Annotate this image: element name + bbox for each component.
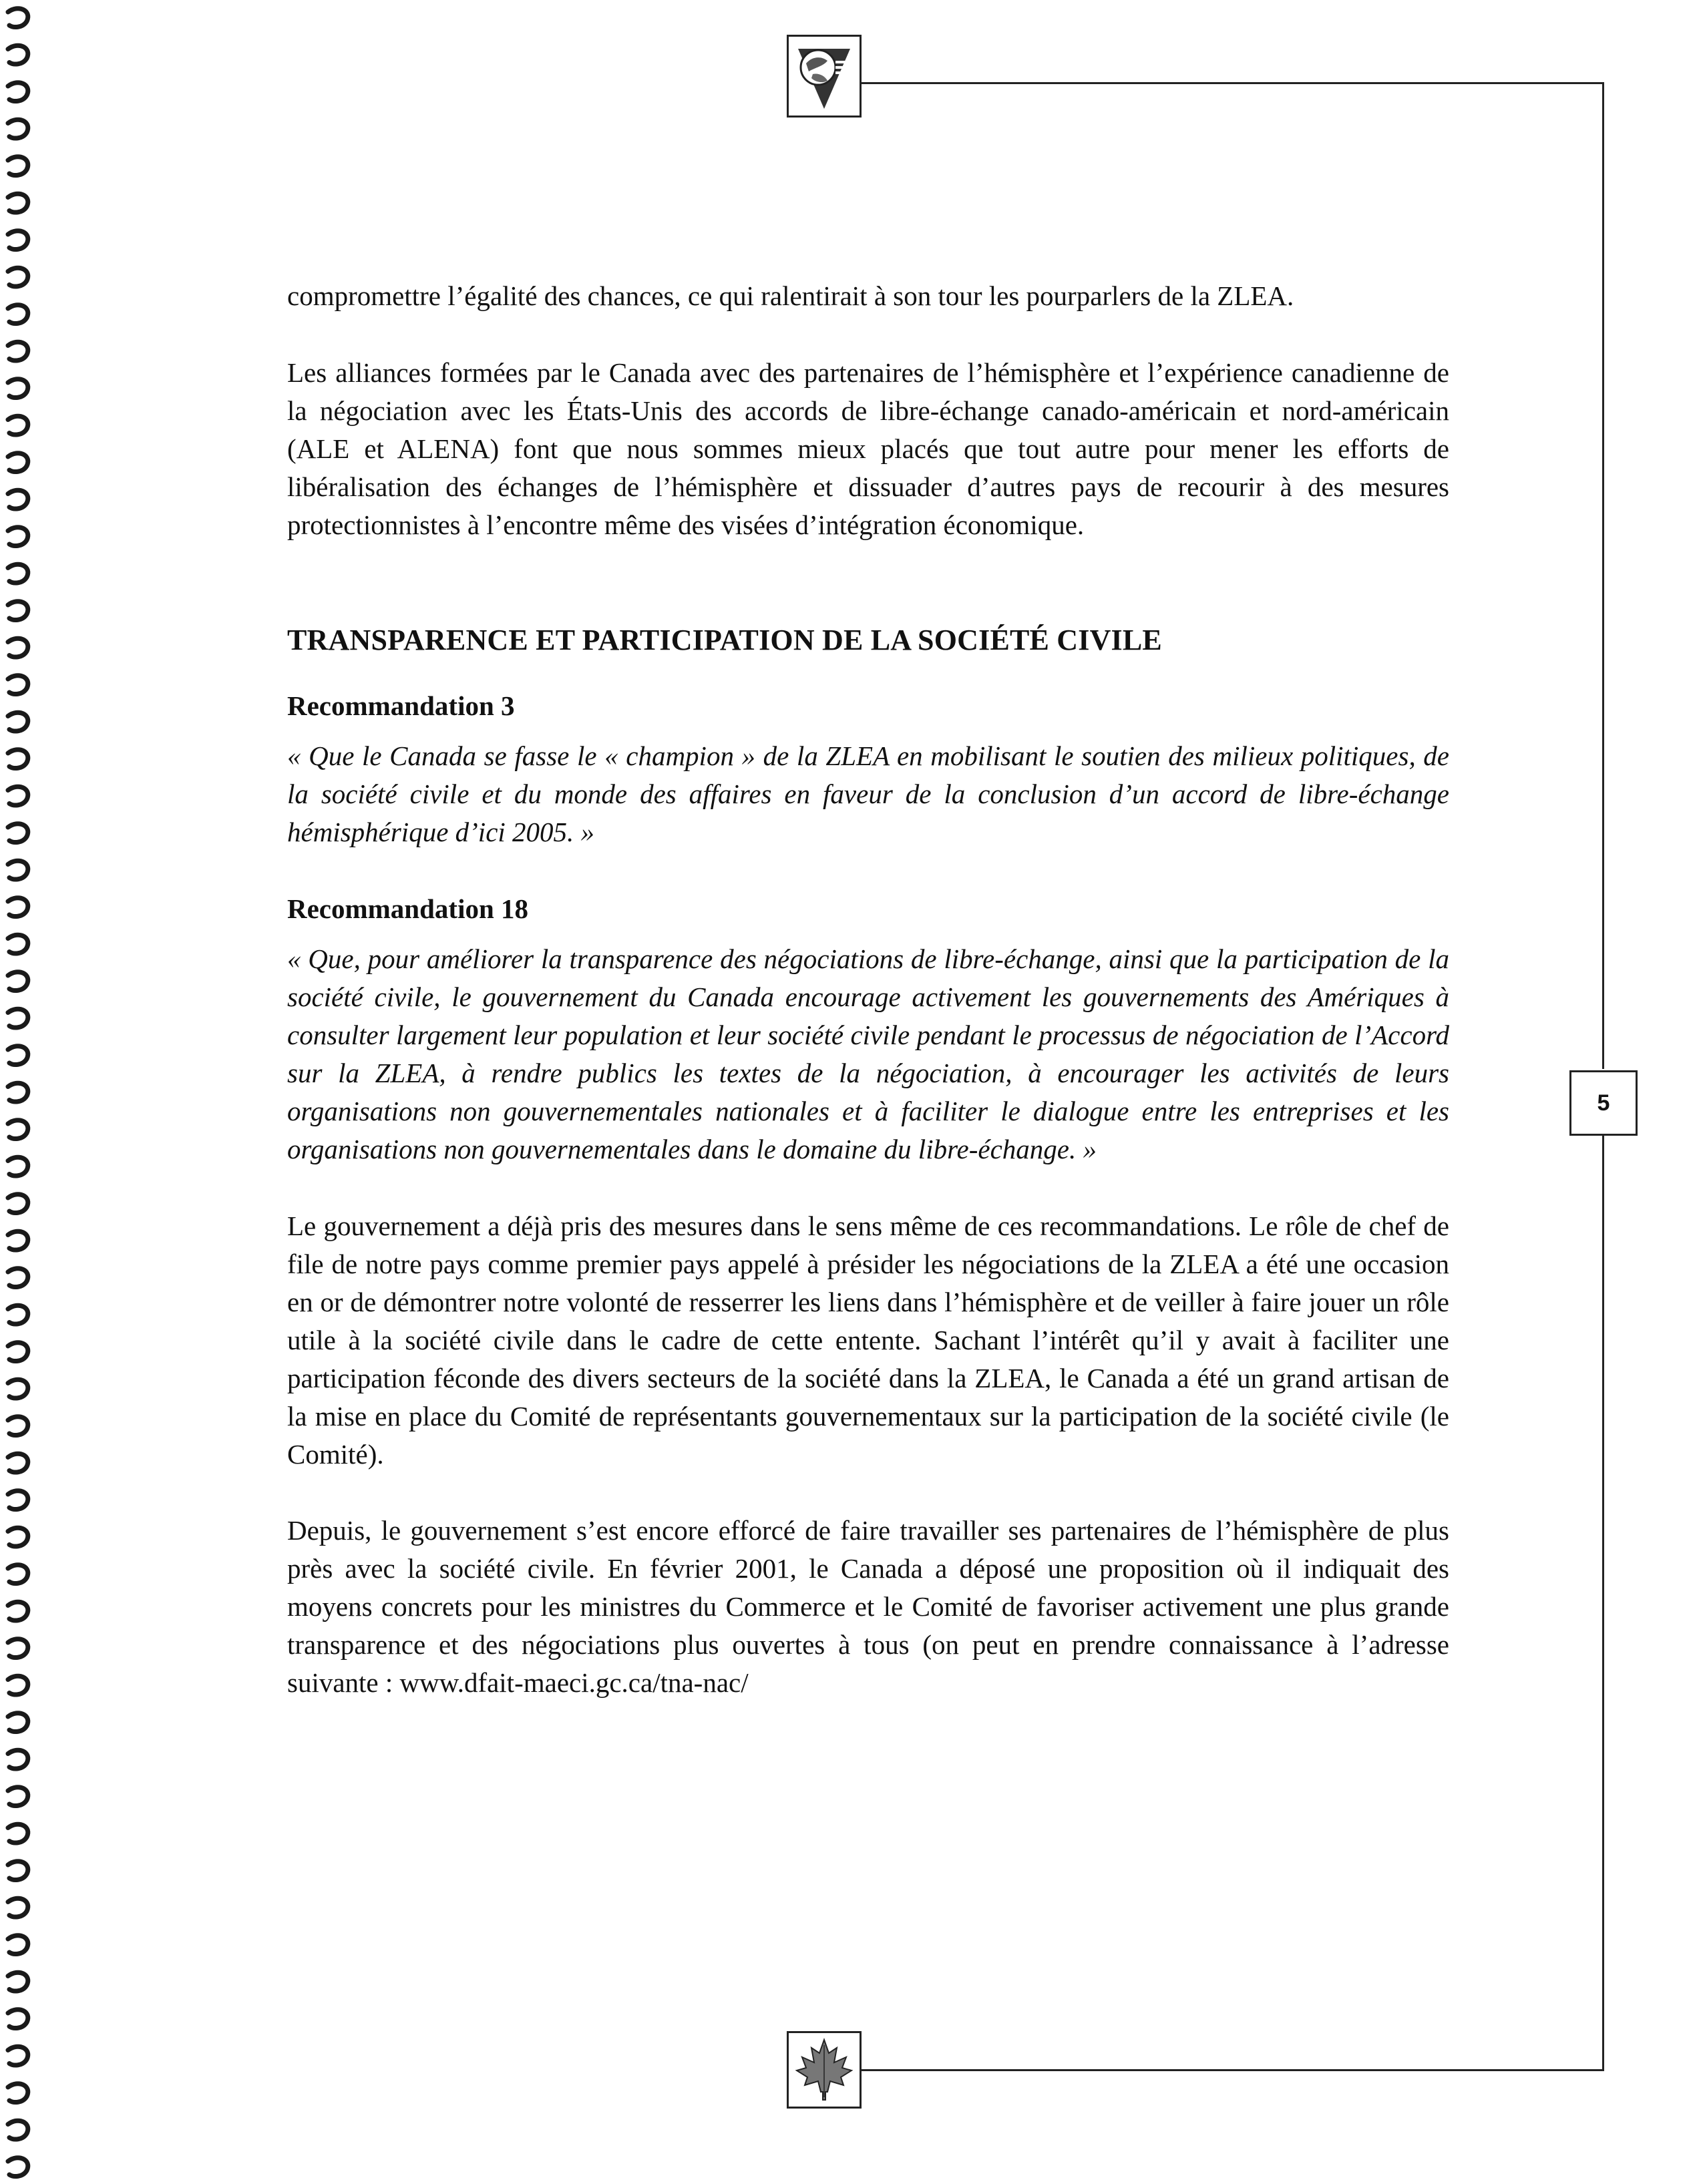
binding-ring <box>8 712 28 731</box>
binding-ring <box>8 1676 28 1695</box>
binding-ring <box>8 1454 28 1472</box>
binding-ring <box>8 157 28 176</box>
binding-ring <box>8 1824 28 1843</box>
binding-ring <box>8 83 28 101</box>
binding-ring <box>8 45 28 64</box>
binding-ring <box>8 379 28 398</box>
page-number: 5 <box>1569 1070 1638 1136</box>
binding-ring <box>8 1936 28 1954</box>
binding-ring <box>8 1491 28 1510</box>
recommendation-heading: Recommandation 18 <box>287 893 529 924</box>
recommendation-text: « Que le Canada se fasse le « champion » de la ZLEA en mobilisant le soutien des milieux politiques, de la société civile et du monde des affaires en faveur de la conclusion d’un accord de libre-échange hémisphérique d’ici 2005. » <box>287 740 1449 847</box>
frame-bottom-line <box>862 2069 1604 2071</box>
binding-ring <box>8 1269 28 1287</box>
binding-ring <box>8 1787 28 1806</box>
globe-logo-icon <box>789 37 860 116</box>
binding-ring <box>8 194 28 212</box>
binding-ring <box>8 416 28 435</box>
binding-ring <box>8 1379 28 1398</box>
binding-ring <box>8 638 28 657</box>
binding-ring <box>8 1194 28 1213</box>
binding-ring <box>8 602 28 620</box>
binding-ring <box>8 342 28 361</box>
paragraph-alliances: Les alliances formées par le Canada avec des partenaires de l’hémisphère et l’expérience canadienne de la négociation avec les États-Unis des accords de libre-échange canado-américain et nord-américain (ALE et ALENA) font que nous sommes mieux placés que tout autre pour mener les efforts de libéralisation des échanges de l’hémisphère et dissuader d’autres pays de recourir à des mesures protectionnistes à l’encontre même des visées d’intégration économique. <box>287 357 1449 540</box>
binding-ring <box>8 676 28 694</box>
binding-ring <box>8 787 28 805</box>
frame-right-line-lower <box>1602 1135 1604 2071</box>
binding-ring <box>8 1343 28 1361</box>
binding-ring <box>8 1565 28 1584</box>
page-body <box>287 277 1449 1702</box>
binding-ring <box>8 305 28 324</box>
recommendation-heading: Recommandation 3 <box>287 690 515 721</box>
binding-ring <box>8 861 28 879</box>
binding-ring <box>8 824 28 843</box>
binding-ring <box>8 490 28 509</box>
frame-top-line <box>862 82 1604 84</box>
binding-rings <box>0 0 47 2184</box>
binding-ring <box>8 120 28 138</box>
binding-ring <box>8 231 28 250</box>
binding-ring <box>8 527 28 546</box>
binding-ring <box>8 268 28 286</box>
binding-ring <box>8 1750 28 1769</box>
binding-ring <box>8 1157 28 1176</box>
binding-ring <box>8 1972 28 1991</box>
binding-ring <box>8 1231 28 1250</box>
binding-ring <box>8 2084 28 2103</box>
binding-ring <box>8 564 28 583</box>
binding-ring <box>8 1046 28 1065</box>
globe-triangle-logo <box>787 35 862 118</box>
binding-ring <box>8 2046 28 2065</box>
recommendation-text: « Que, pour améliorer la transparence des négociations de libre-échange, ainsi que la participation de la société civile, le gouvernement du Canada encourage activement les gouvernements des Amériques à consulter largement leur population et leur société civile pendant le processus de négociation de l’Accord sur la ZLEA, à rendre publics les textes de la négociation, à encourager les activités de leurs organisations non gouvernementales nationales et à faciliter le dialogue entre les entreprises et les organisations non gouvernementales dans le domaine du libre-échange. » <box>287 943 1449 1164</box>
binding-ring <box>8 1639 28 1658</box>
binding-ring <box>8 1602 28 1620</box>
paragraph-intro-tail: compromettre l’égalité des chances, ce qui ralentirait à son tour les pourparlers de la ZLEA. <box>287 280 1294 311</box>
binding-ring <box>8 1713 28 1732</box>
binding-ring <box>8 750 28 769</box>
binding-ring <box>8 1305 28 1324</box>
binding-ring <box>8 1417 28 1436</box>
binding-ring <box>8 972 28 991</box>
binding-ring <box>8 935 28 953</box>
binding-ring <box>8 2010 28 2028</box>
recommendation-18 <box>287 890 1449 1168</box>
binding-ring <box>8 9 28 27</box>
binding-ring <box>8 1120 28 1139</box>
binding-ring <box>8 1528 28 1546</box>
binding-ring <box>8 1862 28 1880</box>
binding-ring <box>8 453 28 472</box>
binding-ring <box>8 2158 28 2177</box>
binding-ring <box>8 2121 28 2139</box>
recommendation-3 <box>287 687 1449 851</box>
paragraph-since-then: Depuis, le gouvernement s’est encore efforcé de faire travailler ses partenaires de l’hémisphère de plus près avec la société civile. En février 2001, le Canada a déposé une proposition où il indiquait des moyens concrets pour les ministres du Commerce et le Comité de favoriser activement une plus grande transparence et des négociations plus ouvertes à tous (on peut en prendre connaissance à l’adresse suivante : www.dfait-maeci.gc.ca/tna-nac/ <box>287 1515 1449 1698</box>
paragraph-government-measures: Le gouvernement a déjà pris des mesures dans le sens même de ces recommandations. Le rôle de chef de file de notre pays comme premier pays appelé à présider les négociations de la ZLEA a été une occasion en or de démontrer notre volonté de resserrer les liens dans l’hémisphère et de veiller à faire jouer un rôle utile à la société civile dans le cadre de cette entente. Sachant l’intérêt qu’il y avait à faciliter une participation féconde des divers secteurs de la société dans la ZLEA, le Canada a été un grand artisan de la mise en place du Comité de représentants gouvernementaux sur la participation de la société civile (le Comité). <box>287 1211 1449 1470</box>
maple-leaf-icon <box>789 2033 860 2107</box>
binding-ring <box>8 1083 28 1102</box>
binding-ring <box>8 898 28 917</box>
maple-leaf-logo <box>787 2031 862 2109</box>
binding-ring <box>8 1898 28 1917</box>
binding-ring <box>8 1009 28 1028</box>
spiral-binding <box>0 0 47 2184</box>
frame-right-line-upper <box>1602 82 1604 1069</box>
section-heading: TRANSPARENCE ET PARTICIPATION DE LA SOCIÉTÉ CIVILE <box>287 624 1162 656</box>
